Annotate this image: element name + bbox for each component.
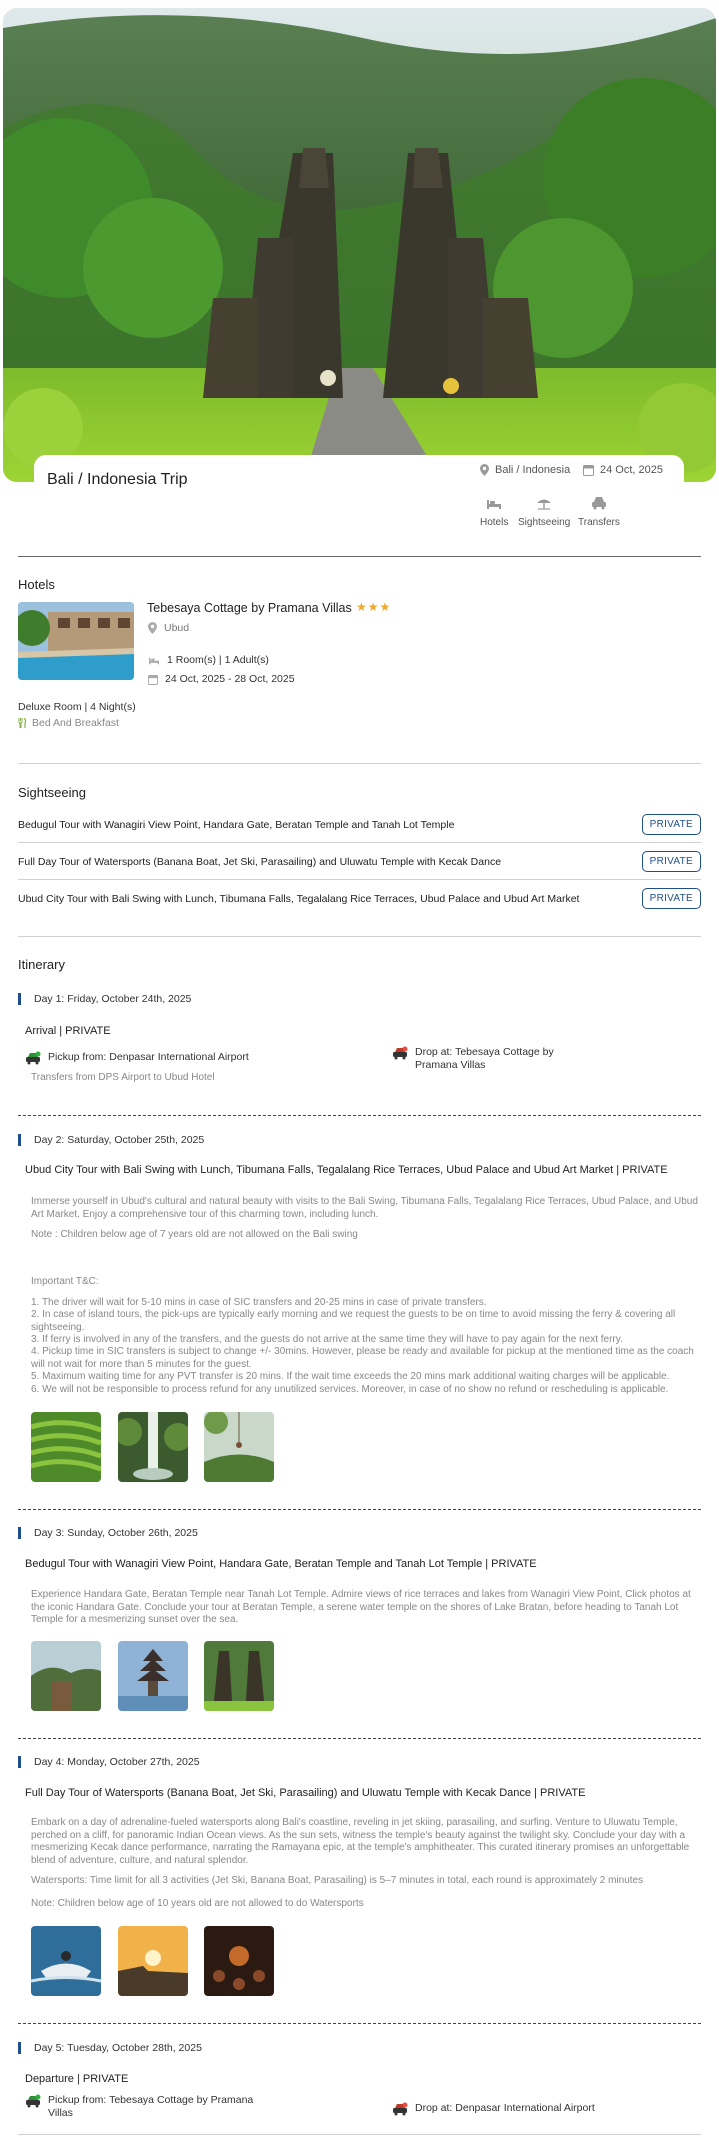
day-2-tc-2: 2. In case of island tours, the pick-ups are typically early morning and we request the guests to be on time to avoid missing the ferry & covering all sightseeing.: [31, 1309, 676, 1333]
divider: [18, 2134, 701, 2135]
umbrella-icon: [536, 496, 552, 510]
hotels-heading: Hotels: [18, 577, 55, 592]
kecak-dance-photo[interactable]: [204, 1926, 274, 1996]
day-5-dropoff-text: Drop at: Denpasar International Airport: [415, 2102, 595, 2114]
private-badge: PRIVATE: [642, 814, 701, 835]
day-4-label: Day 4: Monday, October 27th, 2025: [18, 1756, 200, 1768]
day-2-tc-4: 4. Pickup time in SIC transfers is subject to change +/- 30mins. However, please be ready and available for pickup at the mentioned time as the coach will not wait for more than 5 minutes for the guest.: [31, 1346, 694, 1370]
beratan-temple-photo[interactable]: [118, 1641, 188, 1711]
day-2-tc-heading: Important T&C:: [31, 1276, 99, 1287]
rice-terrace-photo[interactable]: [31, 1412, 101, 1482]
uluwatu-sunset-image: [118, 1926, 188, 1996]
hotel-photo[interactable]: [18, 602, 134, 680]
service-hotels[interactable]: [480, 496, 508, 528]
handara-gate-image: [204, 1641, 274, 1711]
service-sightseeing[interactable]: [518, 496, 570, 528]
day-1-dropoff: [392, 1046, 592, 1072]
hotel-area: [148, 622, 189, 634]
day-5-dropoff: [392, 2102, 692, 2116]
sightseeing-item-name: Ubud City Tour with Bali Swing with Lunch, Tibumana Falls, Tegalalang Rice Terraces, Ubud Palace and Ubud Art Market: [18, 892, 580, 905]
beratan-temple-image: [118, 1641, 188, 1711]
sightseeing-heading: Sightseeing: [18, 785, 86, 800]
fork-knife-icon: [18, 718, 27, 728]
day-2-tc-5: 5. Maximum waiting time for any PVT transfer is 20 mins. If the wait time exceeds the 20 mins mark additional waiting charges will be applicable.: [31, 1371, 670, 1382]
day-3-title: Bedugul Tour with Wanagiri View Point, Handara Gate, Beratan Temple and Tanah Lot Temple | PRIVATE: [25, 1558, 537, 1570]
divider: [18, 556, 701, 557]
location-pin-icon: [148, 622, 157, 634]
private-badge: PRIVATE: [642, 851, 701, 872]
handara-gate-thumb-photo[interactable]: [204, 1641, 274, 1711]
sightseeing-item[interactable]: [18, 843, 701, 880]
trip-location-text: Bali / Indonesia: [495, 464, 571, 476]
dropoff-car-icon: [392, 2102, 408, 2116]
car-icon: [591, 496, 607, 510]
day-4-note-2: Note: Children below age of 10 years old are not allowed to do Watersports: [31, 1898, 364, 1909]
waterfall-photo[interactable]: [118, 1412, 188, 1482]
meal-plan-text: Bed And Breakfast: [32, 717, 119, 729]
hotel-dates-text: 24 Oct, 2025 - 28 Oct, 2025: [165, 673, 295, 685]
day-4-title: Full Day Tour of Watersports (Banana Boat, Jet Ski, Parasailing) and Uluwatu Temple with Kecak Dance | PRIVATE: [25, 1787, 586, 1799]
bali-swing-photo[interactable]: [204, 1412, 274, 1482]
room-type: Deluxe Room | 4 Night(s): [18, 701, 136, 713]
sightseeing-item-name: Bedugul Tour with Wanagiri View Point, Handara Gate, Beratan Temple and Tanah Lot Temple: [18, 818, 455, 831]
sightseeing-item[interactable]: [18, 806, 701, 843]
pickup-car-icon: [25, 1051, 41, 1065]
hero-image: [3, 8, 716, 482]
hotel-dates: [148, 673, 295, 685]
pickup-car-icon: [25, 2094, 41, 2108]
hotel-area-text: Ubud: [164, 622, 190, 634]
hotel-pool-photo: [18, 602, 134, 680]
day-separator: [18, 1509, 701, 1510]
hotel-occupancy: [148, 654, 269, 666]
bed-icon: [486, 496, 502, 510]
day-1-pickup-text: Pickup from: Denpasar International Airport: [48, 1051, 249, 1063]
jet-ski-image: [31, 1926, 101, 1996]
day-1-title: Arrival | PRIVATE: [25, 1025, 111, 1037]
day-2-tc-1: 1. The driver will wait for 5-10 mins in case of SIC transfers and 20-25 mins in case of private transfers.: [31, 1297, 487, 1308]
itinerary-heading: Itinerary: [18, 957, 65, 972]
day-1-label: Day 1: Friday, October 24th, 2025: [18, 993, 191, 1005]
hotel-occupancy-text: 1 Room(s) | 1 Adult(s): [167, 654, 269, 666]
day-5-pickup: [25, 2094, 255, 2120]
calendar-icon: [148, 674, 158, 685]
day-2-label: Day 2: Saturday, October 25th, 2025: [18, 1134, 204, 1146]
dropoff-car-icon: [392, 1046, 408, 1060]
hotel-name[interactable]: Tebesaya Cottage by Pramana Villas: [147, 601, 352, 615]
hotel-star-rating: ★★★: [356, 600, 392, 614]
day-2-tc-3: 3. If ferry is involved in any of the transfers, and the guests do not arrive at the same time they will have to pay again for the next ferry.: [31, 1334, 623, 1345]
uluwatu-sunset-photo[interactable]: [118, 1926, 188, 1996]
trip-date-text: 24 Oct, 2025: [600, 464, 663, 476]
sightseeing-item[interactable]: [18, 880, 701, 917]
day-4-note-1: Watersports: Time limit for all 3 activities (Jet Ski, Banana Boat, Parasailing) is 5–7 minutes in total, each round is approximately 2 minutes: [31, 1875, 644, 1886]
rice-terrace-image: [31, 1412, 101, 1482]
bali-swing-image: [204, 1412, 274, 1482]
day-3-description: Experience Handara Gate, Beratan Temple near Tanah Lot Temple. Admire views of rice terraces and lakes from Wanagiri View Point, Click photos at the iconic Handara Gate. Conclude your tour at Beratan Temple, a serene water temple on the shores of Lake Bratan, before heading to Tanah Lot Temple for a mesmerizing sunset over the sea.: [31, 1589, 691, 1625]
jet-ski-photo[interactable]: [31, 1926, 101, 1996]
day-1-note: Transfers from DPS Airport to Ubud Hotel: [31, 1072, 215, 1083]
day-separator: [18, 2023, 701, 2024]
wanagiri-image: [31, 1641, 101, 1711]
sightseeing-item-name: Full Day Tour of Watersports (Banana Boat, Jet Ski, Parasailing) and Uluwatu Temple with Kecak Dance: [18, 855, 502, 868]
waterfall-image: [118, 1412, 188, 1482]
trip-location: [480, 464, 570, 476]
day-2-description: Immerse yourself in Ubud's cultural and natural beauty with visits to the Bali Swing, Tibumana Falls, Tegalalang Rice Terraces, Ubud Palace, and Ubud Art Market. Enjoy a comprehensive tour of this charming town, including lunch.: [31, 1196, 698, 1220]
service-sightseeing-label: Sightseeing: [518, 517, 571, 528]
wanagiri-viewpoint-photo[interactable]: [31, 1641, 101, 1711]
day-2-tc-6: 6. We will not be responsible to process refund for any unutilized services. Moreover, in case of no show no refund or rescheduling is applicable.: [31, 1384, 669, 1395]
trip-title: Bali / Indonesia Trip: [47, 471, 188, 488]
location-pin-icon: [480, 464, 489, 476]
service-transfers[interactable]: [578, 496, 620, 528]
day-1-dropoff-text: Drop at: Tebesaya Cottage by Pramana Villas: [415, 1046, 554, 1071]
day-5-label: Day 5: Tuesday, October 28th, 2025: [18, 2042, 202, 2054]
service-transfers-label: Transfers: [578, 517, 620, 528]
private-badge: PRIVATE: [642, 888, 701, 909]
day-separator: [18, 1115, 701, 1116]
day-4-description: Embark on a day of adrenaline-fueled watersports along Bali's coastline, reveling in jet skiing, parasailing, and surfing. Venture to Uluwatu Temple, perched on a cliff, for panoramic Indian Ocean views. As the sun sets, witness the temple's beauty against the twilight sky. Conclude your day with a mesmerizing Kecak dance performance, narrating the Ramayana epic, at the temple's amphitheater. This curated itinerary promises an unforgettable blend of adventure, culture, and natural splendor.: [31, 1817, 690, 1866]
day-1-pickup: [25, 1051, 355, 1065]
day-5-title: Departure | PRIVATE: [25, 2073, 129, 2085]
day-3-label: Day 3: Sunday, October 26th, 2025: [18, 1527, 198, 1539]
kecak-dance-image: [204, 1926, 274, 1996]
day-5-pickup-text: Pickup from: Tebesaya Cottage by Pramana Villas: [48, 2094, 254, 2119]
divider: [18, 936, 701, 937]
meal-plan: [18, 717, 119, 729]
handara-gate-photo: [3, 8, 716, 482]
calendar-icon: [583, 464, 594, 476]
day-2-title: Ubud City Tour with Bali Swing with Lunch, Tibumana Falls, Tegalalang Rice Terraces, Ubud Palace and Ubud Art Market | PRIVATE: [25, 1164, 668, 1176]
day-separator: [18, 1738, 701, 1739]
service-hotels-label: Hotels: [480, 517, 509, 528]
divider: [18, 763, 701, 764]
bed-icon: [148, 655, 160, 665]
trip-date: [583, 464, 663, 476]
day-2-note: Note : Children below age of 7 years old are not allowed on the Bali swing: [31, 1229, 358, 1240]
